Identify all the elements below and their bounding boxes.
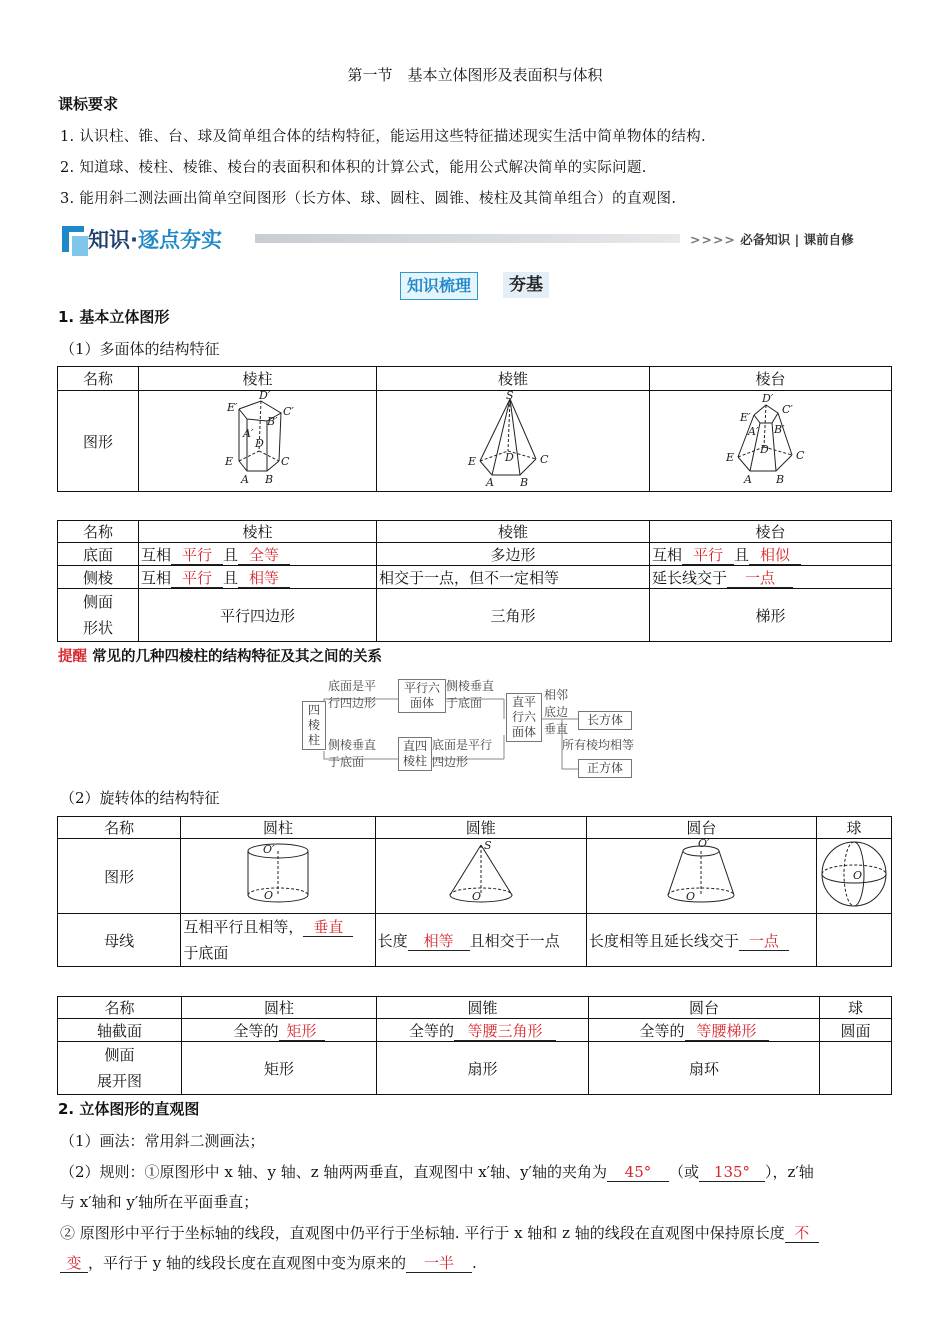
banner-right1: 必备知识 (740, 232, 791, 247)
th2-name: 名称 (58, 521, 139, 543)
gen-cyl-a: 互相平行且相等， (183, 918, 304, 936)
flow-box5: 正方体 (578, 759, 632, 778)
pyramid-label-E: E (468, 455, 477, 468)
rt-th-name: 名称 (58, 817, 181, 839)
face-pyramid-cell: 三角形 (377, 589, 650, 642)
base-prism-blank1: 平行 (171, 547, 223, 565)
prism-label-B: B (264, 473, 273, 486)
base-frustum-blank1: 平行 (682, 547, 734, 565)
pyramid-label-C: C (540, 453, 549, 466)
banner-right (690, 230, 854, 248)
kebiao-item-2: 2. 知道球、棱柱、棱锥、棱台的表面积和体积的计算公式，能用公式解决简单的实际问题. (60, 160, 647, 176)
rotation-feature-table (57, 996, 892, 1095)
gen-cyl-blank: 垂直 (303, 919, 353, 937)
sec2-p5 (60, 1252, 477, 1273)
rt2-th-frustum: 圆台 (589, 997, 820, 1019)
axial-cyl-a: 全等的 (233, 1021, 279, 1040)
frustum-label-E: E (725, 451, 734, 464)
flow-edge4: 底面是平行四边形 (432, 738, 493, 769)
edge-prism-cell (139, 566, 377, 589)
rt2-row-label-axial: 轴截面 (58, 1019, 182, 1042)
flow-box4: 长方体 (578, 711, 632, 730)
sec2-p2a: （2）规则：①原图形中 x 轴、y 轴、z 轴两两垂直，直观图中 x′轴、y′轴的夹角为 (60, 1163, 607, 1181)
gen-frustum-cell (586, 914, 816, 967)
th-prism: 棱柱 (139, 367, 377, 391)
polyhedron-feature-table (57, 520, 892, 642)
banner-bar (255, 234, 680, 243)
edge-frustum-a: 延长线交于 (652, 568, 728, 587)
frustum-label-C1: C′ (781, 403, 793, 416)
base-frustum-c: 且 (734, 545, 750, 564)
sec2-p1: （1）画法：常用斜二测画法； (60, 1132, 265, 1150)
frustum-label-D: D (759, 443, 769, 456)
unfold-label-1: 侧面 (104, 1046, 135, 1064)
flow-edge2: 侧棱垂直于底面 (446, 679, 495, 710)
base-frustum-cell (650, 543, 892, 566)
sec2-p4 (60, 1222, 819, 1243)
gen-cyl-c: 于底面 (183, 944, 229, 962)
unfold-label-2: 展开图 (96, 1072, 142, 1090)
prism-figure-cell (139, 391, 377, 492)
axial-cylinder-cell (182, 1019, 377, 1042)
polyhedron-figure-table (57, 366, 892, 492)
rt2-row-label-unfold (58, 1042, 182, 1095)
prism-label-A: A (240, 473, 249, 486)
gen-cone-c: 且相交于一点 (469, 931, 560, 950)
cone-label-S: S (483, 839, 492, 852)
pyramid-label-S: S (506, 391, 514, 402)
face-label-2: 形状 (82, 619, 113, 637)
rt-th-sphere: 球 (817, 817, 892, 839)
pyramid-label-B: B (520, 476, 529, 487)
rt2-th-cylinder: 圆柱 (182, 997, 377, 1019)
kebiao-item-3: 3. 能用斜二测法画出简单空间图形（长方体、球、圆柱、圆锥、棱柱及其简单组合）的直观图. (60, 191, 677, 207)
banner-part2: 逐点夯实 (137, 228, 222, 252)
rt-th-cylinder: 圆柱 (181, 817, 375, 839)
sec2-blank-bian: 变 (60, 1255, 88, 1273)
frustum-figure (716, 391, 826, 487)
axial-sphere-cell: 圆面 (820, 1019, 892, 1042)
page-title: 第一节 基本立体图形及表面积与体积 (347, 66, 603, 84)
unfold-sphere-cell (820, 1042, 892, 1095)
tip-label: 提醒 (58, 649, 87, 665)
gen-frus-a: 长度相等且延长线交于 (588, 931, 739, 950)
edge-prism-c: 且 (223, 568, 239, 587)
sec2-title: 2. 立体图形的直观图 (58, 1100, 200, 1118)
axial-cone-a: 全等的 (408, 1021, 454, 1040)
tip-text: 常见的几种四棱柱的结构特征及其之间的关系 (92, 649, 383, 665)
flow-edge5: 相邻底边垂直 (544, 688, 569, 736)
banner-dot: · (130, 228, 138, 252)
edge-prism-blank1: 平行 (171, 570, 223, 588)
flow-edge6: 所有棱均相等 (562, 738, 635, 752)
gen-sphere-cell (817, 914, 892, 967)
base-prism-c: 且 (223, 545, 239, 564)
rt-th-cone: 圆锥 (375, 817, 586, 839)
face-label-1: 侧面 (82, 593, 113, 611)
sphere-figure (819, 839, 889, 909)
kebiao-heading: 课标要求 (58, 95, 119, 113)
edge-pyramid-cell: 相交于一点，但不一定相等 (377, 566, 650, 589)
prism-label-B1: B′ (266, 415, 278, 428)
frustum-label-B1: B′ (773, 423, 785, 436)
gen-frus-blank: 一点 (739, 933, 789, 951)
cylinder-figure (233, 839, 323, 909)
banner-right2: 课前自修 (803, 232, 854, 247)
th2-frustum: 棱台 (650, 521, 892, 543)
sec1-title: 1. 基本立体图形 (58, 308, 170, 326)
prism-label-E1: E′ (226, 401, 238, 414)
knowledge-box-suffix: 夯基 (503, 272, 549, 298)
unfold-cylinder-cell: 矩形 (182, 1042, 377, 1095)
frustum-cone-figure (656, 839, 746, 909)
chevron-right-icon: >>>> (690, 232, 736, 247)
pyramid-label-A: A (486, 476, 494, 487)
axial-cone-cell (377, 1019, 589, 1042)
sec2-p2e: ），z′轴 (764, 1163, 814, 1181)
face-frustum-cell: 梯形 (650, 589, 892, 642)
cyl-label-O: O (263, 889, 273, 902)
th-name: 名称 (58, 367, 139, 391)
rt-row-label-figure: 图形 (58, 839, 181, 914)
prism-label-A1: A′ (242, 427, 253, 440)
flow-start (302, 701, 326, 750)
prism-label-E: E (224, 455, 233, 468)
th2-pyramid: 棱锥 (377, 521, 650, 543)
row-label-figure: 图形 (58, 391, 139, 492)
rotation-figure-table (57, 816, 892, 967)
prism-relation-diagram (300, 675, 660, 785)
sec2-p4a: ② 原图形中平行于坐标轴的线段，直观图中仍平行于坐标轴. 平行于 x 轴和 z 轴的线段在直观图中保持原长度 (60, 1224, 785, 1242)
banner-part1: 知识 (88, 228, 130, 252)
sec1-sub2: （2）旋转体的结构特征 (60, 789, 220, 807)
row-label-face (58, 589, 139, 642)
axial-cone-blank: 等腰三角形 (454, 1023, 556, 1041)
prism-label-C1: C′ (282, 405, 294, 418)
frustum-cone-figure-cell (586, 839, 816, 914)
frustum-label-A: A (743, 473, 752, 486)
prism-figure (203, 391, 313, 487)
tip-line (58, 645, 382, 666)
axial-cyl-blank: 矩形 (279, 1023, 325, 1041)
base-prism-blank2: 全等 (238, 547, 290, 565)
flow-edge3: 侧棱垂直于底面 (328, 738, 377, 769)
rt2-th-sphere: 球 (820, 997, 892, 1019)
flow-start-text: 四棱柱 (307, 703, 320, 747)
flow-box1: 平行六面体 (398, 679, 446, 713)
frus-label-O: O (686, 890, 696, 903)
prism-label-D: D (254, 437, 264, 450)
flow-box2: 直平行六面体 (506, 693, 542, 742)
base-pyramid-cell: 多边形 (377, 543, 650, 566)
edge-prism-blank2: 相等 (238, 570, 290, 588)
frustum-figure-cell (650, 391, 892, 492)
gen-cone-a: 长度 (377, 931, 408, 950)
sec2-blank-bu: 不 (785, 1225, 819, 1243)
sphere-label-O: O (853, 869, 863, 882)
row-label-base: 底面 (58, 543, 139, 566)
cone-label-O: O (471, 890, 481, 903)
knowledge-box-label: 知识梳理 (407, 276, 472, 295)
sec2-blank-half: 一半 (406, 1255, 472, 1273)
sec2-p5d: . (472, 1254, 477, 1272)
edge-prism-a: 互相 (141, 568, 172, 587)
prism-label-D1: D′ (258, 391, 270, 402)
edge-frustum-cell (650, 566, 892, 589)
base-prism-a: 互相 (141, 545, 172, 564)
banner-sep: | (794, 232, 800, 247)
knowledge-box (400, 272, 478, 300)
frustum-label-E1: E′ (739, 411, 751, 424)
sec2-p2 (60, 1161, 814, 1182)
cone-figure-cell (375, 839, 586, 914)
pyramid-figure (458, 391, 568, 487)
cone-figure (436, 839, 526, 909)
edge-frustum-blank: 一点 (727, 570, 793, 588)
rt2-th-cone: 圆锥 (377, 997, 589, 1019)
sec1-sub1: （1）多面体的结构特征 (60, 340, 220, 358)
rt-row-label-generatrix: 母线 (58, 914, 181, 967)
frustum-label-A1: A′ (747, 425, 758, 438)
row-label-edge: 侧棱 (58, 566, 139, 589)
kebiao-item-1: 1. 认识柱、锥、台、球及简单组合体的结构特征，能运用这些特征描述现实生活中简单物体的结构. (60, 129, 706, 145)
sphere-figure-cell (817, 839, 892, 914)
th-frustum: 棱台 (650, 367, 892, 391)
sec2-p5b: ，平行于 y 轴的线段长度在直观图中变为原来的 (88, 1254, 407, 1272)
section-banner (60, 222, 255, 258)
sec2-p2c: （或 (668, 1163, 699, 1181)
th-pyramid: 棱锥 (377, 367, 650, 391)
rt2-th-name: 名称 (58, 997, 182, 1019)
frustum-label-B: B (775, 473, 784, 486)
pyramid-figure-cell (377, 391, 650, 492)
sec2-blank-135: 135° (699, 1164, 765, 1182)
unfold-frustum-cell: 扇环 (589, 1042, 820, 1095)
prism-label-C: C (280, 455, 289, 468)
base-frustum-a: 互相 (652, 545, 683, 564)
rt-th-frustum: 圆台 (586, 817, 816, 839)
pyramid-label-D: D (505, 451, 514, 464)
th2-prism: 棱柱 (139, 521, 377, 543)
axial-frus-a: 全等的 (639, 1021, 685, 1040)
cylinder-figure-cell (181, 839, 375, 914)
gen-cone-blank: 相等 (408, 933, 470, 951)
sec2-blank-45: 45° (607, 1164, 669, 1182)
sec2-p3: 与 x′轴和 y′轴所在平面垂直； (60, 1193, 259, 1211)
gen-cone-cell (375, 914, 586, 967)
frus-label-O1: O′ (698, 839, 710, 850)
unfold-cone-cell: 扇形 (377, 1042, 589, 1095)
face-prism-cell: 平行四边形 (139, 589, 377, 642)
frustum-label-D1: D′ (761, 392, 773, 405)
frustum-label-C: C (795, 449, 804, 462)
cyl-label-O1: O′ (262, 843, 275, 856)
flow-box3: 直四棱柱 (398, 737, 432, 771)
gen-cylinder-cell (181, 914, 375, 967)
axial-frus-blank: 等腰梯形 (685, 1023, 769, 1041)
base-prism-cell (139, 543, 377, 566)
base-frustum-blank2: 相似 (749, 547, 801, 565)
banner-corner-icon (60, 222, 90, 258)
axial-frustum-cell (589, 1019, 820, 1042)
flow-edge1: 底面是平行四边形 (328, 679, 377, 710)
